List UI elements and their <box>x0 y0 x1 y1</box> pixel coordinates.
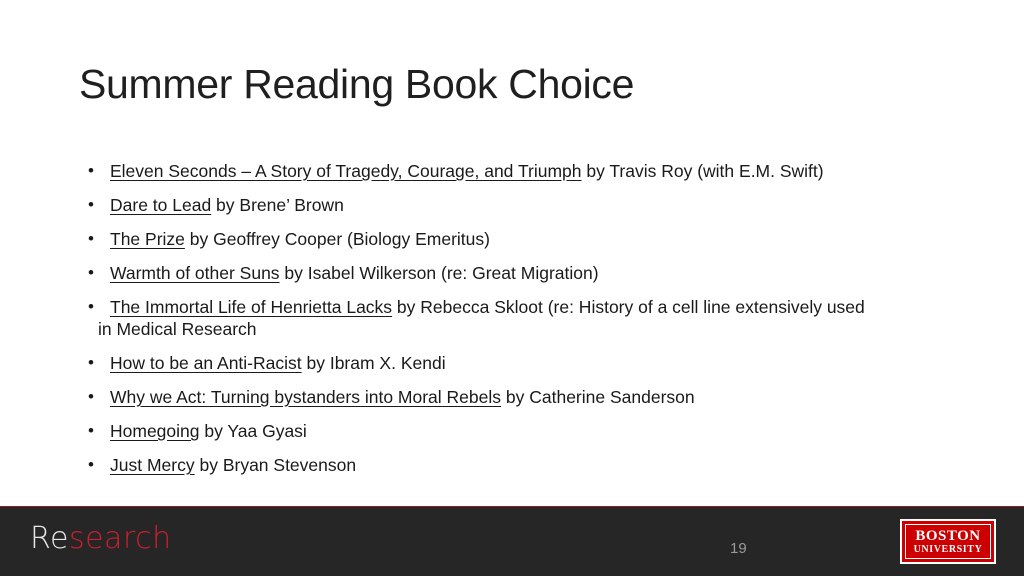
bullet-icon: • <box>88 455 94 474</box>
bullet-icon: • <box>88 353 94 372</box>
book-item-immortal-life <box>88 296 988 340</box>
bullet-icon: • <box>88 161 94 180</box>
logo-line-university: UNIVERSITY <box>913 543 983 555</box>
boston-university-logo <box>900 519 996 564</box>
bullet-icon: • <box>88 263 94 282</box>
book-author: by Ibram X. Kendi <box>301 353 446 373</box>
book-author: by Catherine Sanderson <box>501 387 695 407</box>
book-item-dare-to-lead <box>88 194 988 216</box>
book-author: by Bryan Stevenson <box>194 455 357 475</box>
book-author-continuation: in Medical Research <box>98 319 257 339</box>
book-item-warmth-of-other-suns <box>88 262 988 284</box>
brand-re: Re <box>30 521 69 556</box>
book-title-link[interactable]: Eleven Seconds – A Story of Tragedy, Courage, and Triumph <box>110 161 582 181</box>
book-title-link[interactable]: Warmth of other Suns <box>110 263 280 283</box>
book-author: by Rebecca Skloot (re: History of a cell line extensively used <box>392 297 865 317</box>
research-brand-logo <box>30 521 172 557</box>
book-author: by Yaa Gyasi <box>199 421 307 441</box>
book-title-link[interactable]: Dare to Lead <box>110 195 212 215</box>
book-item-why-we-act <box>88 386 988 408</box>
bullet-icon: • <box>88 229 94 248</box>
book-title-link[interactable]: The Prize <box>110 229 185 249</box>
logo-line-boston: BOSTON <box>915 527 981 544</box>
book-author: by Isabel Wilkerson (re: Great Migration) <box>279 263 599 283</box>
book-title-link[interactable]: Homegoing <box>110 421 200 441</box>
bullet-icon: • <box>88 387 94 406</box>
book-item-eleven-seconds <box>88 160 988 182</box>
book-item-homegoing <box>88 420 988 442</box>
book-title-link[interactable]: Why we Act: Turning bystanders into Moral Rebels <box>110 387 502 407</box>
book-title-link[interactable]: How to be an Anti-Racist <box>110 353 302 373</box>
book-title-link[interactable]: The Immortal Life of Henrietta Lacks <box>110 297 393 317</box>
bullet-icon: • <box>88 297 94 316</box>
bullet-icon: • <box>88 421 94 440</box>
book-author: by Geoffrey Cooper (Biology Emeritus) <box>184 229 490 249</box>
book-item-anti-racist <box>88 352 988 374</box>
page-number: 19 <box>730 540 747 557</box>
logo-border <box>905 524 991 559</box>
book-author: by Brene’ Brown <box>211 195 344 215</box>
slide-title: Summer Reading Book Choice <box>79 61 635 107</box>
book-item-the-prize <box>88 228 988 250</box>
brand-search: search <box>68 521 172 556</box>
book-item-just-mercy <box>88 454 988 476</box>
book-list <box>88 160 988 488</box>
book-author: by Travis Roy (with E.M. Swift) <box>581 161 824 181</box>
book-title-link[interactable]: Just Mercy <box>110 455 195 475</box>
bullet-icon: • <box>88 195 94 214</box>
